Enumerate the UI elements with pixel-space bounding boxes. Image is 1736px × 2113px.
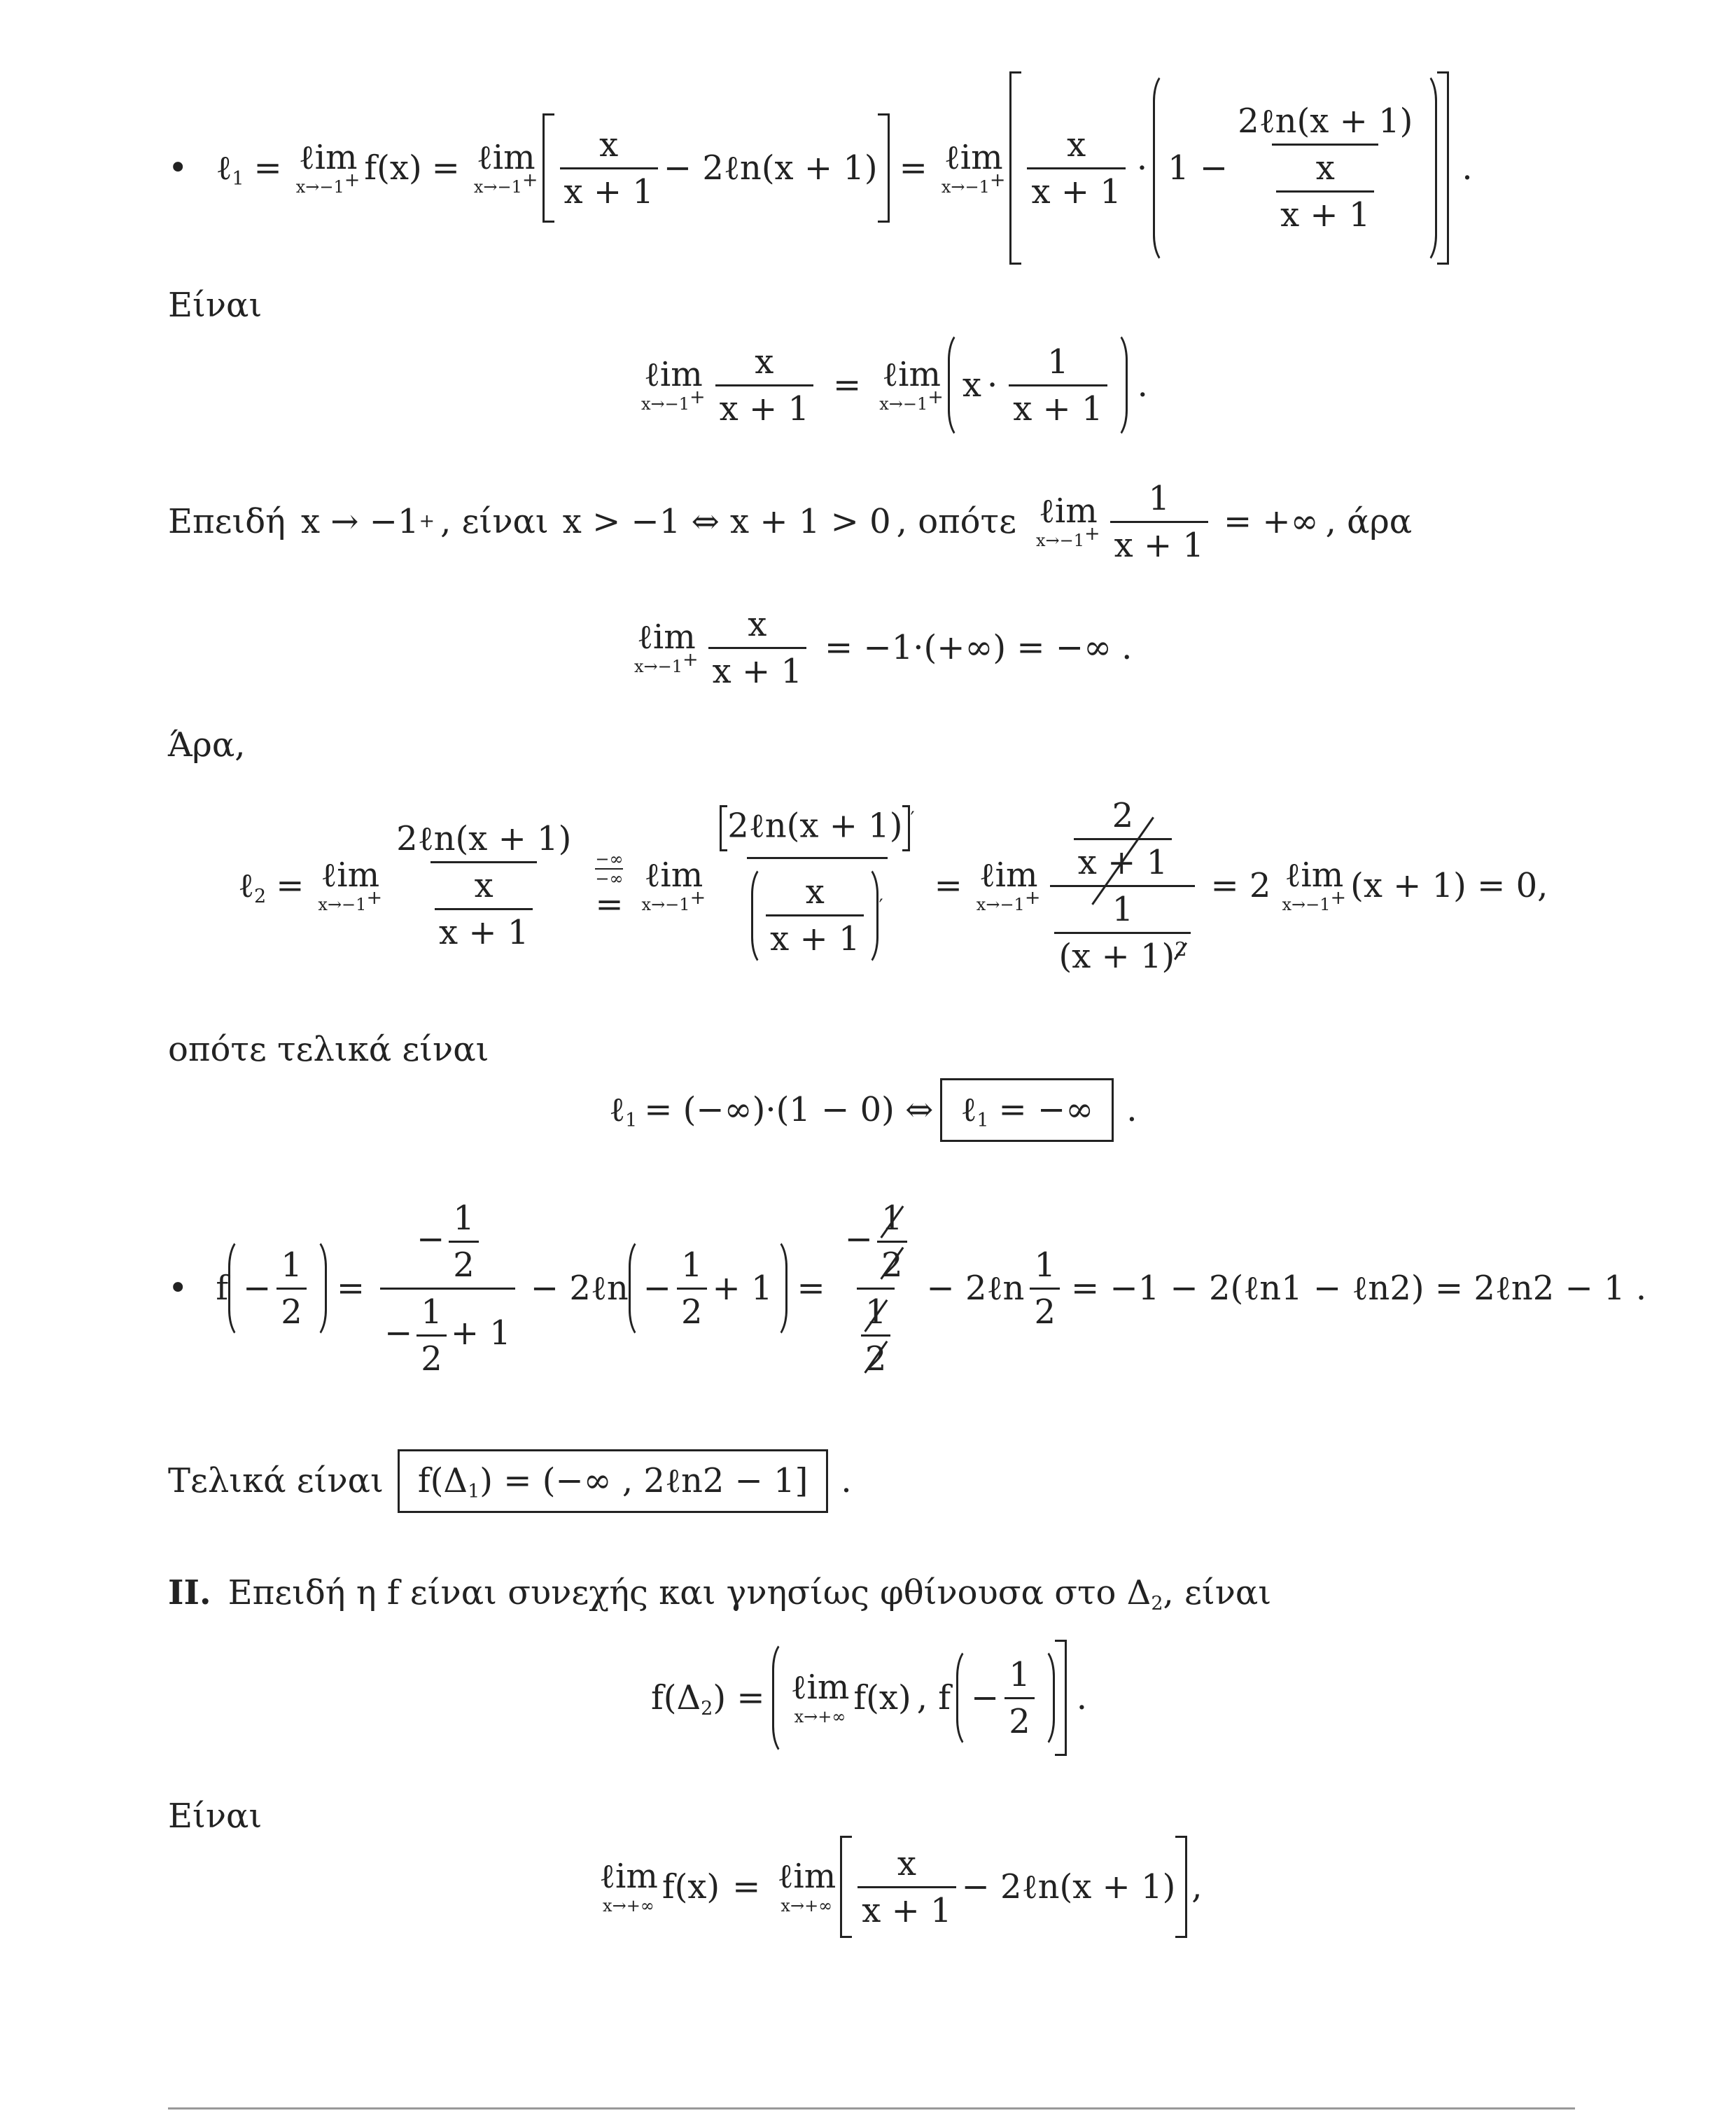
text-epeidi-line: Επειδή x → −1 + , είναι x > −1 ⇔ x + 1 > 0 , οπότε ℓim x→−1+ $\frac{1}{x + 1}$ = +∞ , άρα [168,478,1413,565]
equation-f-delta2: f(Δ 2 ) = ℓim x→+∞ f(x) , f − $\frac{1}{2}$ . [651,1638,1087,1757]
fraction: $\frac{x}{x + 1}$ [560,128,658,209]
boxed-result-ell1: ℓ 1 = −∞ [940,1078,1114,1142]
equation-f-minus-half: • f − $\frac{1}{2}$ = − $\frac{1}{2}$ − $\frac{1}{2}$ + 1 − 2ℓn − $\frac{1}{2}$ + 1 = − $\frac{1}{2}$ $\frac{1}{2}$ − 2ℓn $\frac{1}{2}$ = −1 − 2(ℓn1 − ℓn2) = 2ℓn2 − 1 . [168,1198,1647,1379]
text-ara: Άρα, [168,725,246,765]
text-einai-2: Είναι [168,1797,262,1836]
footer-rule [168,2107,1575,2109]
limit-operator: ℓim x→−1+ [295,138,360,197]
section-II-heading: II. Επειδή η f είναι συνεχής και γνησίως φθίνουσα στο Δ 2 , είναι [168,1573,1272,1615]
simplified-fraction: $\frac{\frac{2}{x + 1}}{\frac{1}{(x + 1)^2}}$ [1050,799,1195,973]
equation-ell1-result: ℓ 1 = (−∞)·(1 − 0) ⇔ ℓ 1 = −∞ . [609,1075,1137,1145]
text-einai: Είναι [168,286,262,325]
limit-operator: ℓim x→−1+ [473,138,538,197]
equation-lim-infinity: ℓim x→+∞ f(x) = ℓim x→+∞ $\frac{x}{x + 1}$ − 2ℓn(x + 1) , [595,1834,1203,1939]
equation-ell2: ℓ 2 = ℓim x→−1+ $\frac{\text{2ℓn(x + 1)}}{\frac{x}{x + 1}}$ −∞ −∞ = ℓim x→−1+ 2ℓn(x + 1) ′ $\frac{x}{x + 1}$ ′ = ℓim x→−1+ $\frac{\frac{2}{x + 1}}{\frac{1}{(x + 1)^2}}$ = 2 ℓim x→−1+ (x + 1) = 0, [238,795,1548,976]
fraction: $\frac{\text{2ℓn(x + 1)}}{\frac{x}{x + 1}}$ [1238,102,1413,235]
boxed-result-f-delta1: f(Δ 1 ) = (−∞ , 2ℓn2 − 1] [398,1449,829,1513]
indeterminate-form: −∞ −∞ = [595,849,624,925]
equation-limit-result: ℓim x→−1+ $\frac{x}{x + 1}$ = −1·(+∞) = −∞ . [634,604,1133,691]
equation-split-limit: ℓim x→−1+ $\frac{x}{x + 1}$ = ℓim x→−1+ x · $\frac{1}{x + 1}$ . [637,329,1148,441]
derivative-fraction: 2ℓn(x + 1) ′ $\frac{x}{x + 1}$ ′ [715,805,918,967]
bullet: • [168,148,188,188]
limit-operator: ℓim x→−1+ [941,138,1006,197]
text-opote-telika: οπότε τελικά είναι [168,1030,489,1069]
text-telika-line: Τελικά είναι f(Δ 1 ) = (−∞ , 2ℓn2 − 1] . [168,1442,852,1519]
fraction: $\frac{x}{x + 1}$ [1027,128,1125,209]
equation-ell1-definition: • ℓ 1 = ℓim x→−1+ f(x) = ℓim x→−1+ $\frac{x}{x + 1}$ − 2ℓn(x + 1) = ℓim x→−1+ $\frac{x}{x + 1}$ · 1 − $\frac{\text{2ℓn(x + 1)}}{\frac{x}{x + 1}}$ . [168,70,1473,266]
